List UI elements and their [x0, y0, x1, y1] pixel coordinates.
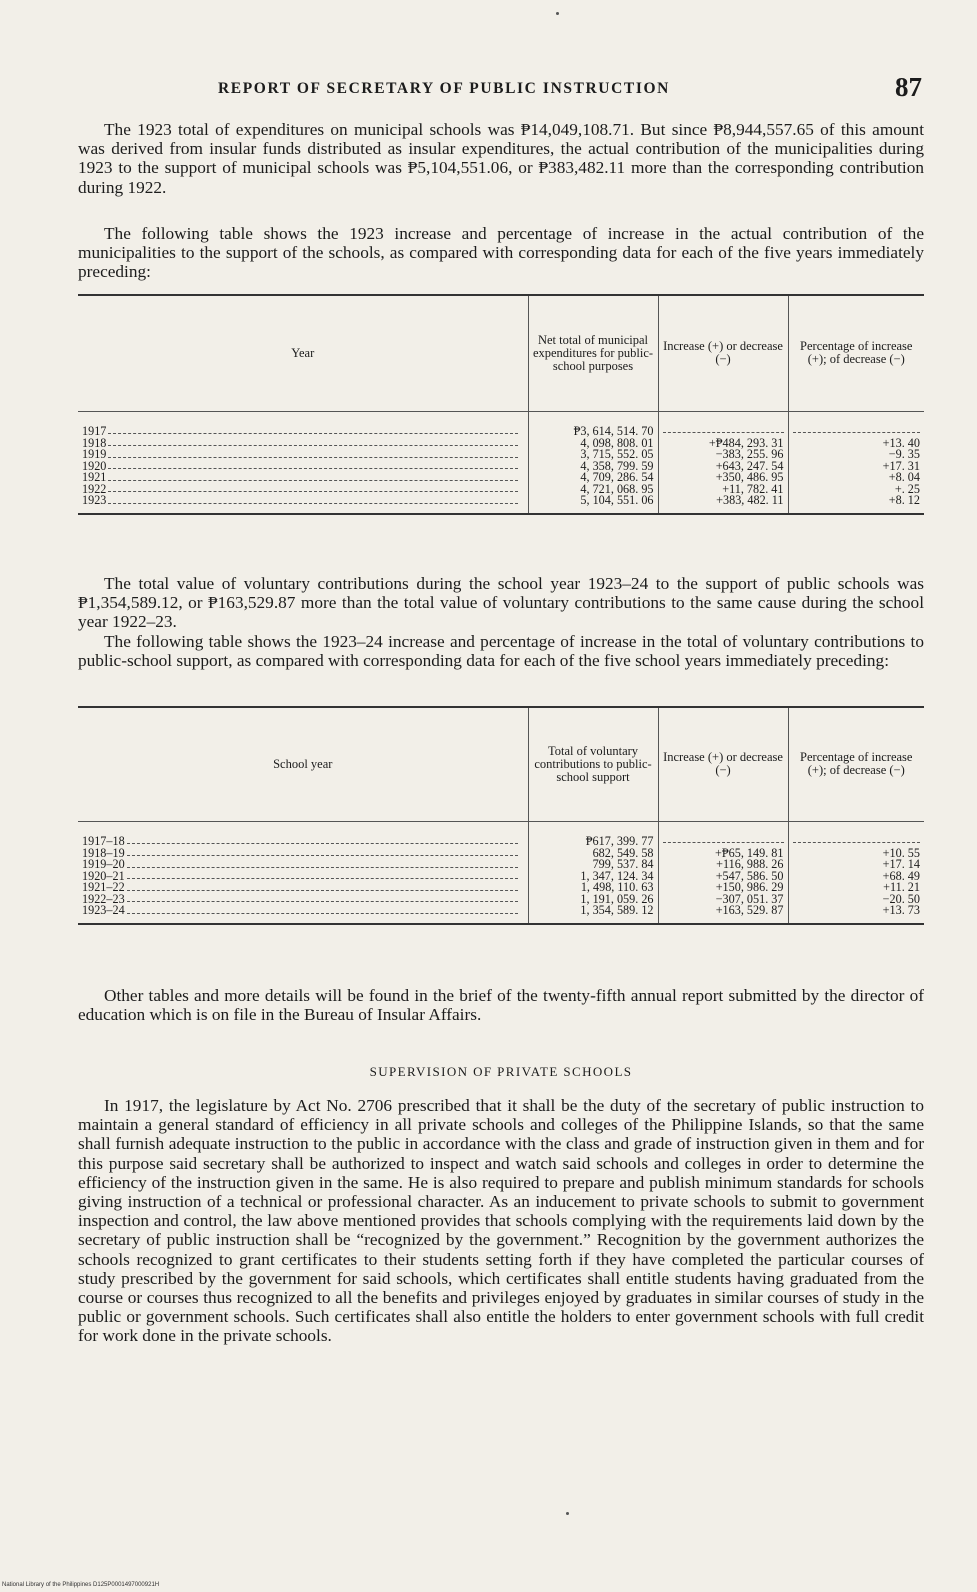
row-total: 3, 715, 552. 05 [580, 447, 654, 462]
table1-header-change: Increase (+) or decrease (−) [658, 295, 788, 411]
row-change-cell [658, 905, 788, 924]
dash-leader [663, 426, 784, 433]
row-year: 1923–24 [82, 903, 125, 918]
table2-body [78, 821, 924, 924]
table-2 [78, 706, 924, 925]
table1-header-year: Year [291, 345, 315, 360]
row-total-cell [528, 411, 658, 438]
row-change: −383, 255. 96 [715, 447, 784, 462]
table-row [78, 438, 924, 450]
row-pct-cell [788, 495, 924, 514]
row-change: +547, 586. 50 [715, 868, 784, 883]
table1-header-pct: Percentage of increase (+); of decrease (−) [788, 295, 924, 411]
table1-header-total: Net total of municipal expenditures for public-school purposes [528, 295, 658, 411]
paragraph-1: The 1923 total of expenditures on municipal schools was ₱14,049,108.71. But since ₱8,944,557.65 of this amount was derived from insular funds distributed as insular expenditures, the actual contribution of the municipalities during 1923 to the support of municipal schools was ₱5,104,551.06, or ₱383,482.11 more than the corresponding contribution during 1922. [78, 120, 924, 197]
row-total: 4, 358, 799. 59 [580, 458, 654, 473]
row-total: 4, 098, 808. 01 [580, 435, 654, 450]
row-year-cell [78, 891, 528, 906]
table2-header-total: Total of voluntary contributions to public-school support [528, 707, 658, 821]
table-row [78, 449, 924, 461]
row-year: 1922–23 [82, 891, 125, 906]
row-change-cell [658, 411, 788, 438]
table-row [78, 484, 924, 496]
row-total: 799, 537. 84 [592, 857, 654, 872]
page-number: 87 [895, 72, 922, 102]
paragraph-5: Other tables and more details will be found in the brief of the twenty-fifth annual report submitted by the director of education which is on file in the Bureau of Insular Affairs. [78, 986, 924, 1025]
row-total: ₱617, 399. 77 [585, 833, 654, 848]
paragraph-6: In 1917, the legislature by Act No. 2706 prescribed that it shall be the duty of the secretary of public instruction to maintain a general standard of efficiency in all private schools and colleges of the Philippine Islands, so that the same shall furnish adequate instruction to the public in accordance with the class and grade of instruction given in them and for this purpose said secretary shall be authorized to inspect and watch said schools and colleges in order to determine the efficiency of the instruction given in the same. He is also required to prepare and publish minimum standards for schools giving instruction of a technical or professional character. As an inducement to private schools to submit to government inspection and control, the law above mentioned provides that schools complying with the requirements laid down by the secretary of public instruction shall be “recognized by the government.” Recognition by the government authorizes the schools recognized to grant certificates to their students setting forth if they have completed the particular courses of study prescribed by the government for said schools, which certificates shall entitle students having graduated from the course or courses thus recognized to all the benefits and privileges enjoyed by graduates in similar courses of study in the public or government schools. Such certificates shall also entitle the holders to enter government schools with full credit for work done in the private schools. [78, 1096, 924, 1346]
table-voluntary-contributions [78, 706, 924, 925]
paragraph-municipal-expenditures [78, 120, 924, 197]
dash-leader [663, 836, 784, 843]
row-pct: +10. 55 [882, 845, 920, 860]
table2-header-year: School year [273, 756, 333, 771]
row-change: +643, 247. 54 [715, 458, 784, 473]
row-pct: +11. 21 [883, 880, 920, 895]
row-year-cell [78, 481, 528, 496]
row-pct: +8. 12 [888, 493, 920, 508]
table-municipal-expenditures [78, 294, 924, 515]
row-year-cell [78, 449, 528, 461]
row-pct: −9. 35 [888, 447, 920, 462]
row-year: 1922 [82, 481, 107, 496]
row-year: 1917–18 [82, 833, 125, 848]
row-year: 1920 [82, 458, 107, 473]
row-total: 682, 549. 58 [592, 845, 654, 860]
paragraph-2: The following table shows the 1923 increase and percentage of increase in the actual contribution of the municipalities to the support of the schools, as compared with corresponding data for each of the five years immediately preceding: [78, 224, 924, 282]
row-pct: +8. 04 [888, 470, 920, 485]
paragraph-3: The total value of voluntary contributions during the school year 1923–24 to the support of public schools was ₱1,354,589.12, or ₱163,529.87 more than the total value of voluntary contributions to the same cause during the school year 1922–23. [78, 574, 924, 632]
paragraph-table2-intro [78, 632, 924, 670]
table2-header-change: Increase (+) or decrease (−) [658, 707, 788, 821]
row-total: 1, 498, 110. 63 [580, 880, 654, 895]
paragraph-other-tables [78, 986, 924, 1024]
row-change-cell [658, 495, 788, 514]
row-year-cell [78, 411, 528, 438]
scan-speck [556, 12, 559, 15]
row-total: 4, 709, 286. 54 [580, 470, 654, 485]
row-total: 5, 104, 551. 06 [580, 493, 654, 508]
row-total: 1, 354, 589. 12 [580, 903, 654, 918]
row-year: 1917 [82, 423, 107, 438]
row-total: 4, 721, 068. 95 [580, 481, 654, 496]
row-change: +11, 782. 41 [722, 481, 784, 496]
row-change: +150, 986. 29 [715, 880, 784, 895]
row-year: 1920–21 [82, 868, 125, 883]
row-total-cell [528, 495, 658, 514]
row-year: 1918 [82, 435, 107, 450]
row-change: +163, 529. 87 [715, 903, 784, 918]
paragraph-4: The following table shows the 1923–24 increase and percentage of increase in the total of voluntary contributions to public-school support, as compared with corresponding data for each of the five school years immediately preceding: [78, 632, 924, 671]
row-year: 1919–20 [82, 857, 125, 872]
row-year-cell [78, 458, 528, 473]
table-row [78, 848, 924, 860]
row-total: 1, 347, 124. 34 [580, 868, 654, 883]
scan-speck [566, 1512, 569, 1515]
table2-header-pct: Percentage of increase (+); of decrease (−) [788, 707, 924, 821]
section-heading: SUPERVISION OF PRIVATE SCHOOLS [369, 1064, 633, 1079]
row-year-cell [78, 821, 528, 848]
table-row [78, 821, 924, 848]
running-head [78, 72, 924, 112]
row-year: 1919 [82, 447, 107, 462]
row-total-cell [528, 905, 658, 924]
running-head-title: REPORT OF SECRETARY OF PUBLIC INSTRUCTION [218, 80, 670, 97]
table-row [78, 472, 924, 484]
row-year: 1923 [82, 493, 107, 508]
table-row [78, 894, 924, 906]
row-year-cell [78, 882, 528, 894]
row-total-cell [528, 821, 658, 848]
row-pct-cell [788, 411, 924, 438]
row-year-cell [78, 868, 528, 883]
row-pct: +17. 14 [882, 857, 920, 872]
row-pct: +13. 40 [882, 435, 920, 450]
row-pct: +13. 73 [882, 903, 920, 918]
table-row [78, 411, 924, 438]
table-row [78, 871, 924, 883]
row-total: 1, 191, 059. 26 [580, 891, 654, 906]
row-pct: −20. 50 [882, 891, 920, 906]
table-row [78, 495, 924, 514]
paragraph-table1-intro [78, 224, 924, 282]
table-row [78, 859, 924, 871]
table-row [78, 461, 924, 473]
dash-leader [793, 836, 921, 843]
row-pct: +68. 49 [882, 868, 920, 883]
paragraph-voluntary-contributions [78, 574, 924, 632]
row-change: +₱484, 293. 31 [708, 435, 784, 450]
table1-body [78, 411, 924, 514]
row-year-cell [78, 435, 528, 450]
row-year-cell [78, 845, 528, 860]
row-year-cell [78, 859, 528, 871]
row-change: +116, 988. 26 [716, 857, 784, 872]
row-pct-cell [788, 905, 924, 924]
row-change-cell [658, 821, 788, 848]
row-total: ₱3, 614, 514. 70 [573, 423, 654, 438]
row-year: 1921–22 [82, 880, 125, 895]
table-row [78, 905, 924, 924]
row-year: 1921 [82, 470, 107, 485]
table-row [78, 882, 924, 894]
row-pct: +17. 31 [882, 458, 920, 473]
paragraph-private-schools [78, 1096, 924, 1346]
row-change: +₱65, 149. 81 [715, 845, 784, 860]
row-year-cell [78, 495, 528, 514]
row-year-cell [78, 472, 528, 484]
row-change: +350, 486. 95 [715, 470, 784, 485]
row-year: 1918–19 [82, 845, 125, 860]
row-year-cell [78, 905, 528, 924]
dash-leader [793, 426, 921, 433]
table-1 [78, 294, 924, 515]
row-pct-cell [788, 821, 924, 848]
scan-footer-label: National Library of the Philippines D125P0001497000921H [2, 1582, 160, 1588]
row-change: +383, 482. 11 [716, 493, 784, 508]
row-change: −307, 051. 37 [715, 891, 784, 906]
row-pct: +. 25 [894, 481, 920, 496]
